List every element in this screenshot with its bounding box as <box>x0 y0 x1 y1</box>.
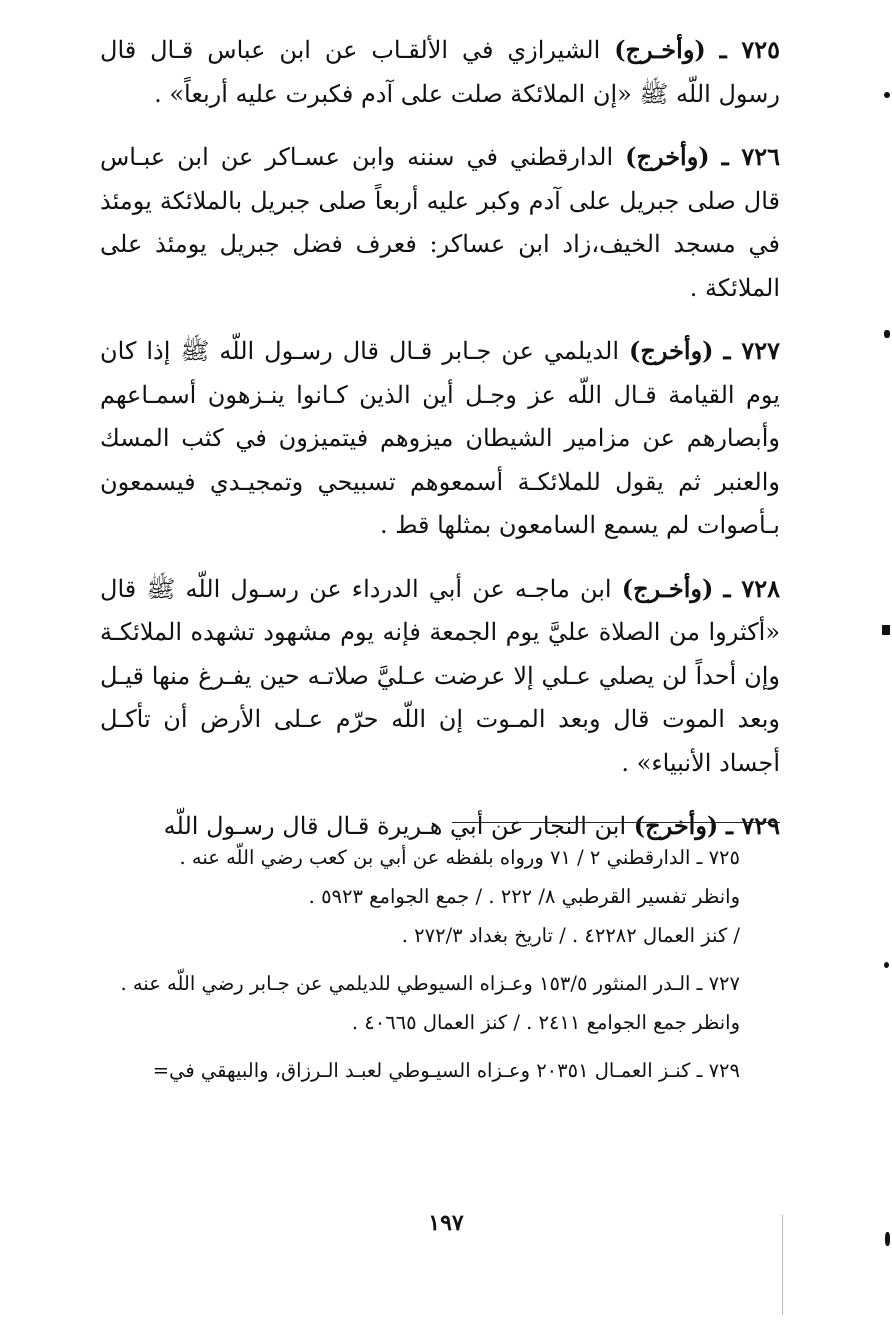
footnote-line: وانظر جمع الجوامع ٢٤١١ . / كنز العمال ٤٠٦٦٥ . <box>351 1011 740 1034</box>
footnote-line: / كنز العمال ٤٢٢٨٢ . / تاريخ بغداد ٢٧٢/٣ . <box>401 924 740 947</box>
scan-vertical-line <box>782 1215 783 1315</box>
scan-edge-mark <box>885 1232 890 1246</box>
entry-text: ابن ماجـه عن أبي الدرداء عن رسـول اللّه ﷺ قال «أكثروا من الصلاة عليَّ يوم الجمعة فإنه يوم مشهود تشهده الملائكـة وإن أحداً لن يصلي عـلي إلا عرضت عـليَّ صلاتـه حين يفـرغ منها قيـل وبعد الموت قال وبعد المـوت إن اللّه حرّم عـلى الأرض أن تأكـل أجساد الأنبياء» . <box>100 574 780 777</box>
entry-source-label: (وأخـرج) <box>621 573 714 603</box>
page-number: ١٩٧ <box>428 1210 464 1236</box>
scan-edge-mark <box>884 962 889 968</box>
entry-726 <box>100 135 780 310</box>
footnote-line: ٧٢٩ ـ كنـز العمـال ٢٠٣٥١ وعـزاه السيـوطي لعبـد الـرزاق، والبيهقي في= <box>152 1059 740 1082</box>
footnote-separator <box>452 822 780 823</box>
entry-number: ٧٢٩ ـ <box>725 811 780 840</box>
footnote-line: ٧٢٧ ـ الـدر المنثور ١٥٣/٥ وعـزاه السيوطي للديلمي عن جـابر رضي اللّه عنه . <box>120 972 740 995</box>
main-text-body <box>100 28 780 868</box>
entry-728 <box>100 567 780 786</box>
scan-edge-mark <box>884 92 890 98</box>
footnote-727 <box>100 964 740 1042</box>
entry-727 <box>100 329 780 548</box>
entry-number: ٧٢٨ ـ <box>723 573 781 603</box>
footnote-line: وانظر تفسير القرطبي ٨/ ٢٢٢ . / جمع الجوامع ٥٩٢٣ . <box>308 885 740 908</box>
scan-edge-mark <box>884 330 890 338</box>
entry-725 <box>100 28 780 116</box>
entry-number: ٧٢٥ ـ <box>719 35 780 64</box>
footnotes <box>100 838 740 1099</box>
entry-number: ٧٢٦ ـ <box>721 142 780 171</box>
entry-text: الدارقطني في سننه وابن عسـاكر عن ابن عبـاس قال صلى جبريل على آدم وكبر عليه أربعاً صلى جبريل بالملائكة يومئذ في مسجد الخيف،زاد ابن عساكر: فعرف فضل جبريل يومئذ على الملائكة . <box>100 143 780 302</box>
scan-edge-mark <box>882 625 890 635</box>
entry-text: ابن النجار عن أبي هـريرة قـال قال رسـول اللّه <box>163 812 627 840</box>
entry-text: الشيرازي في الألقـاب عن ابن عباس قـال قال رسول اللّه ﷺ «إن الملائكة صلت على آدم فكبرت عليه أربعاً» . <box>100 36 780 108</box>
entry-source-label: (وأخرج) <box>625 142 710 171</box>
footnote-729 <box>100 1051 740 1090</box>
entry-number: ٧٢٧ ـ <box>723 336 780 365</box>
entry-source-label: (وأخرج) <box>633 811 719 840</box>
entry-source-label: (وأخـرج) <box>614 35 706 64</box>
entry-text: الديلمي عن جـابر قـال قال رسـول اللّه ﷺ إذا كان يوم القيامة قـال اللّه عز وجـل أين الذين كـانوا ينـزهون أسمـاعهم وأبصارهم عن مزامير الشيطان ميزوهم فيتميزون في كثب المسك والعنبر ثم يقول للملائكـة أسمعوهم تسبيحي وتمجيـدي فيسمعون بـأصوات لم يسمع السامعون بمثلها قط . <box>100 337 780 539</box>
entry-source-label: (وأخرج) <box>629 336 714 365</box>
footnote-line: ٧٢٥ ـ الدارقطني ٢ / ٧١ ورواه بلفظه عن أبي بن كعب رضي اللّه عنه . <box>179 846 740 869</box>
footnote-725 <box>100 838 740 955</box>
